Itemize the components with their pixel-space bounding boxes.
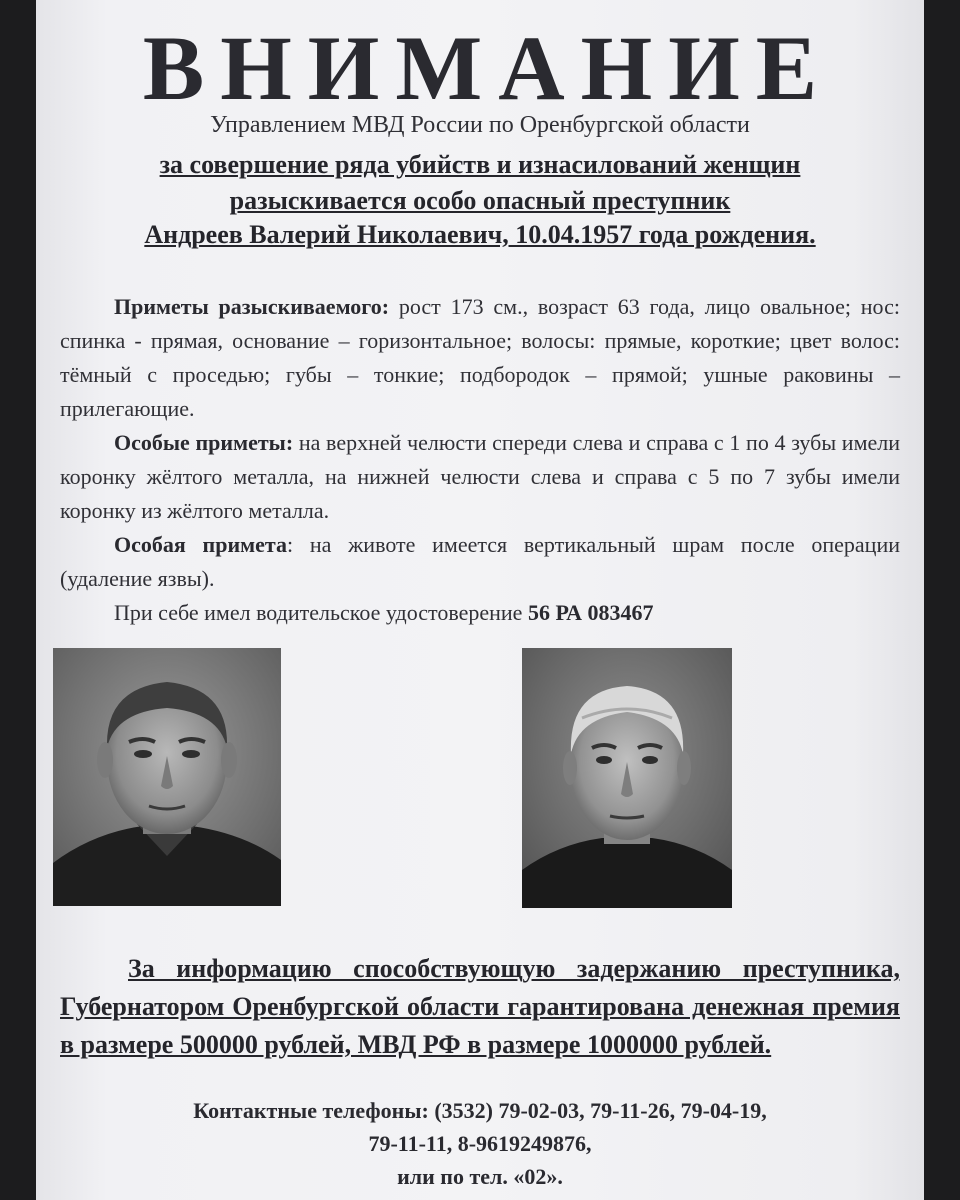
wanted-poster bbox=[36, 0, 924, 1200]
description-special-features bbox=[60, 426, 900, 528]
features-text: рост 173 см., возраст 63 года, лицо овальное; нос: спинка - прямая, основание – горизонтальное; волосы: прямые, короткие; цвет волос: тёмный с проседью; губы – тонкие; подбородок – прямой; ушные раковины – прилегающие. bbox=[60, 294, 900, 421]
contacts-line-2: 79-11-11, 8-9619249876, bbox=[368, 1131, 592, 1156]
description-features bbox=[60, 290, 900, 426]
special-mark-label: Особая примета bbox=[114, 532, 287, 557]
contacts-line-1: Контактные телефоны: (3532) 79-02-03, 79-11-26, 79-04-19, bbox=[193, 1098, 767, 1123]
reward-text: За информацию способствующую задержанию преступника, Губернатором Оренбургской области гарантирована денежная премия в размере 500000 рублей, МВД РФ в размере 1000000 рублей. bbox=[60, 954, 900, 1059]
description-license bbox=[60, 596, 900, 630]
features-label: Приметы разыскиваемого: bbox=[114, 294, 390, 319]
contacts-block bbox=[36, 1094, 924, 1193]
headline-line-3: Андреев Валерий Николаевич, 10.04.1957 года рождения. bbox=[144, 220, 816, 249]
department-line: Управлением МВД России по Оренбургской области bbox=[210, 112, 750, 138]
special-features-text: на верхней челюсти спереди слева и справа с 1 по 4 зубы имели коронку жёлтого металла, на нижней челюсти слева и справа с 5 по 7 зубы имели коронку из жёлтого металла. bbox=[60, 430, 901, 523]
suspect-photo-right bbox=[522, 648, 732, 908]
description-block bbox=[60, 290, 900, 630]
reward-notice bbox=[60, 950, 900, 1064]
headline-line-1: за совершение ряда убийств и изнасилований женщин bbox=[159, 150, 801, 179]
license-text: При себе имел водительское удостоверение bbox=[114, 600, 528, 625]
special-mark-text: : на животе имеется вертикальный шрам после операции (удаление язвы). bbox=[60, 532, 900, 591]
suspect-photo-left bbox=[53, 648, 281, 906]
special-features-label: Особые приметы: bbox=[114, 430, 294, 455]
contacts-line-3: или по тел. «02». bbox=[397, 1164, 563, 1189]
poster-title: ВНИМАНИЕ bbox=[142, 17, 834, 119]
portrait-photo-icon bbox=[522, 648, 732, 908]
license-number: 56 РА 083467 bbox=[527, 600, 654, 625]
portrait-photo-icon bbox=[53, 648, 281, 906]
headline-line-2: разыскивается особо опасный преступник bbox=[229, 186, 731, 215]
description-special-mark bbox=[60, 528, 900, 596]
